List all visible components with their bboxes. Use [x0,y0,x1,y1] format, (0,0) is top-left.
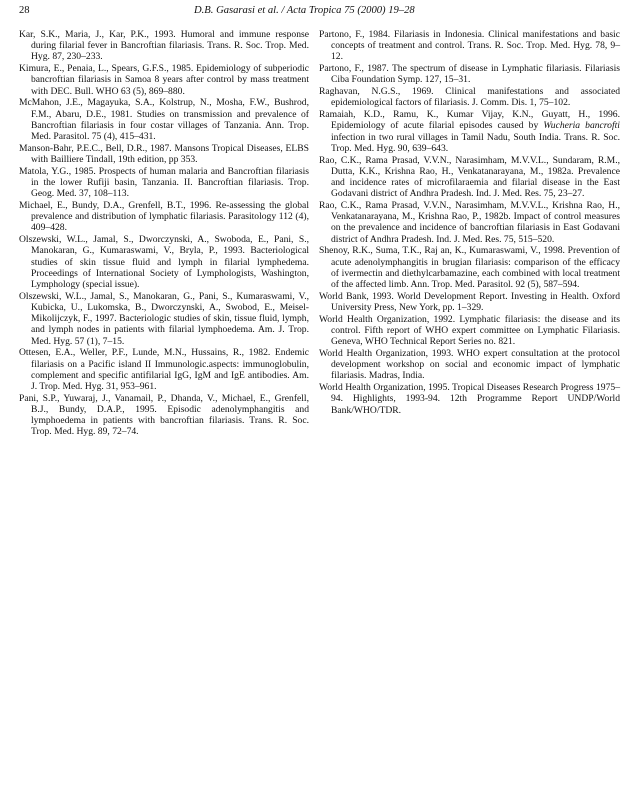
reference-entry: Matola, Y.G., 1985. Prospects of human malaria and Bancroftian filariasis in the lower Rufiji basin, Tanzania. II. Bancroftian filariasis. Trop. Geog. Med. 37, 108–113. [19,165,309,200]
reference-entry: Ottesen, E.A., Weller, P.F., Lunde, M.N., Hussains, R., 1982. Endemic filariasis on a Pacific island II Immunologic.aspects: immunoglobulin, complement and specific antifilarial IgG, IgM and IgE antibodies. Am. J. Trop. Med. Hyg. 31, 953–961. [19,347,309,393]
reference-entry: Kar, S.K., Maria, J., Kar, P.K., 1993. Humoral and immune response during filarial fever in Bancroftian filariasis. Trans. R. Soc. Trop. Med. Hyg. 87, 230–233. [19,29,309,63]
reference-entry: Rao, C.K., Rama Prasad, V.V.N., Narasimham, M.V.V.L., Sundaram, R.M., Dutta, K.K., Krishna Rao, H., Venkatanarayana, M., 1982a. Prevalence and incidence rates of microfilaraemia and filarial disease in the East Godavani district of Andhra Pradesh. Ind. J. Med. Res. 75, 23–27. [319,154,620,200]
page-number: 28 [19,5,30,16]
reference-entry: Michael, E., Bundy, D.A., Grenfell, B.T., 1996. Re-assessing the global prevalence and distribution of lymphatic filariasis. Parasitology 112 (4), 409–428. [19,200,309,234]
reference-entry: World Health Organization, 1995. Tropical Diseases Research Progress 1975–94. Highlights, 1993-94. 12th Programme Report UNDP/World Bank/WHO/TDR. [319,382,620,416]
reference-entry: World Health Organization, 1993. WHO expert consultation at the protocol development workshop on social and economic impact of lymphatic filariasis. Madras, India. [319,348,620,382]
species-name: Wucheria bancrofti [543,120,620,132]
reference-entry: Pani, S.P., Yuwaraj, J., Vanamail, P., Dhanda, V., Michael, E., Grenfell, B.J., Bundy, D.A.P., 1995. Episodic adenolymphangitis and lymphoedema in patients with bancroftian filariasis. Trans. R. Soc. Trop. Med. Hyg. 89, 72–74. [19,392,309,438]
reference-entry: Partono, F., 1987. The spectrum of disease in Lymphatic filariasis. Filariasis Ciba Foundation Symp. 127, 15–31. [319,63,620,86]
running-title: D.B. Gasarasi et al. / Acta Tropica 75 (2000) 19–28 [194,5,415,16]
reference-entry: Kimura, E., Penaia, L., Spears, G.F.S., 1985. Epidemiology of subperiodic bancroftian filariasis in Samoa 8 years after control by mass treatment with DEC. Bull. WHO 63 (5), 869–880. [19,63,309,97]
reference-entry: Ramaiah, K.D., Ramu, K., Kumar Vijay, K.N., Guyatt, H., 1996. Epidemiology of acute filarial episodes caused by Wucheria bancrofti infection in two rural villages in Tamil Nadu, South India. Trans. R. Soc. Trop. Med. Hyg. 90, 639–643. [319,109,620,154]
reference-entry: Shenoy, R.K., Suma, T.K., Raj an, K., Kumaraswami, V., 1998. Prevention of acute adenolymphangitis in brugian filariasis: comparison of the efficacy of ivermectin and diethylcarbamazine, each combined with local treatment of the affected limb. Ann. Trop. Med. Parasitol. 92 (5), 587–594. [319,245,620,291]
reference-entry: World Health Organization, 1992. Lymphatic filariasis: the disease and its control. Fifth report of WHO expert committee on Lymphatic Filariasis. Geneva, WHO Technical Report Series no. 821. [319,313,620,348]
reference-entry: McMahon, J.E., Magayuka, S.A., Kolstrup, N., Mosha, F.W., Bushrod, F.M., Abaru, D.E., 1981. Studies on transmission and prevalence of Bancroftian filariasis in four costar villages of Tanzania. Ann. Trop. Med. Parasitol. 75 (4), 415–431. [19,97,309,143]
page-header [19,5,619,19]
reference-entry: Olszewski, W.L., Jamal, S., Manokaran, G., Pani, S., Kumaraswami, V., Kubicka, U., Lukomska, B., Dworczynski, A., Swobod, E., Meisel-Mikolijczyk, F., 1997. Bacteriologic studies of skin, tissue fluid, lymph, and lymph nodes in patients with filarial lymphoedema. Am. J. Trop. Med. Hyg. 57 (1), 7–15. [19,290,309,347]
reference-entry: World Bank, 1993. World Development Report. Investing in Health. Oxford University Press, New York, pp. 1–329. [319,290,620,314]
reference-entry: Partono, F., 1984. Filariasis in Indonesia. Clinical manifestations and basic concepts of treatment and control. Trans. R. Soc. Trop. Med. Hyg. 78, 9–12. [319,29,620,63]
reference-entry: Olszewski, W.L., Jamal, S., Dworczynski, A., Swoboda, E., Pani, S., Manokaran, G., Kumaraswami, V., Bryla, P., 1993. Bacteriological studies of skin tissue fluid and lymph in filarial lymphedema. Proceedings of International Society of Lymphologists, Washington, Lymphology (special issue). [19,234,309,291]
reference-entry: Manson-Bahr, P.E.C., Bell, D.R., 1987. Mansons Tropical Diseases, ELBS with Bailliere Tindall, 19th edition, pp 353. [19,142,309,166]
references-left-column [19,29,309,438]
reference-entry: Raghavan, N.G.S., 1969. Clinical manifestations and associated epidemiological factors of filariasis. J. Comm. Dis. 1, 75–102. [319,86,620,109]
reference-entry: Rao, C.K., Rama Prasad, V.V.N., Narasimham, M.V.V.L., Krishna Rao, H., Venkatanarayana, M., Krishna Rao, P., 1982b. Impact of control measures on the prevalence and incidence of bancroftian filariasis in East Godavani district of Andhra Pradesh. Ind. J. Med. Res. 75, 515–520. [319,200,620,245]
references-right-column [319,29,620,416]
